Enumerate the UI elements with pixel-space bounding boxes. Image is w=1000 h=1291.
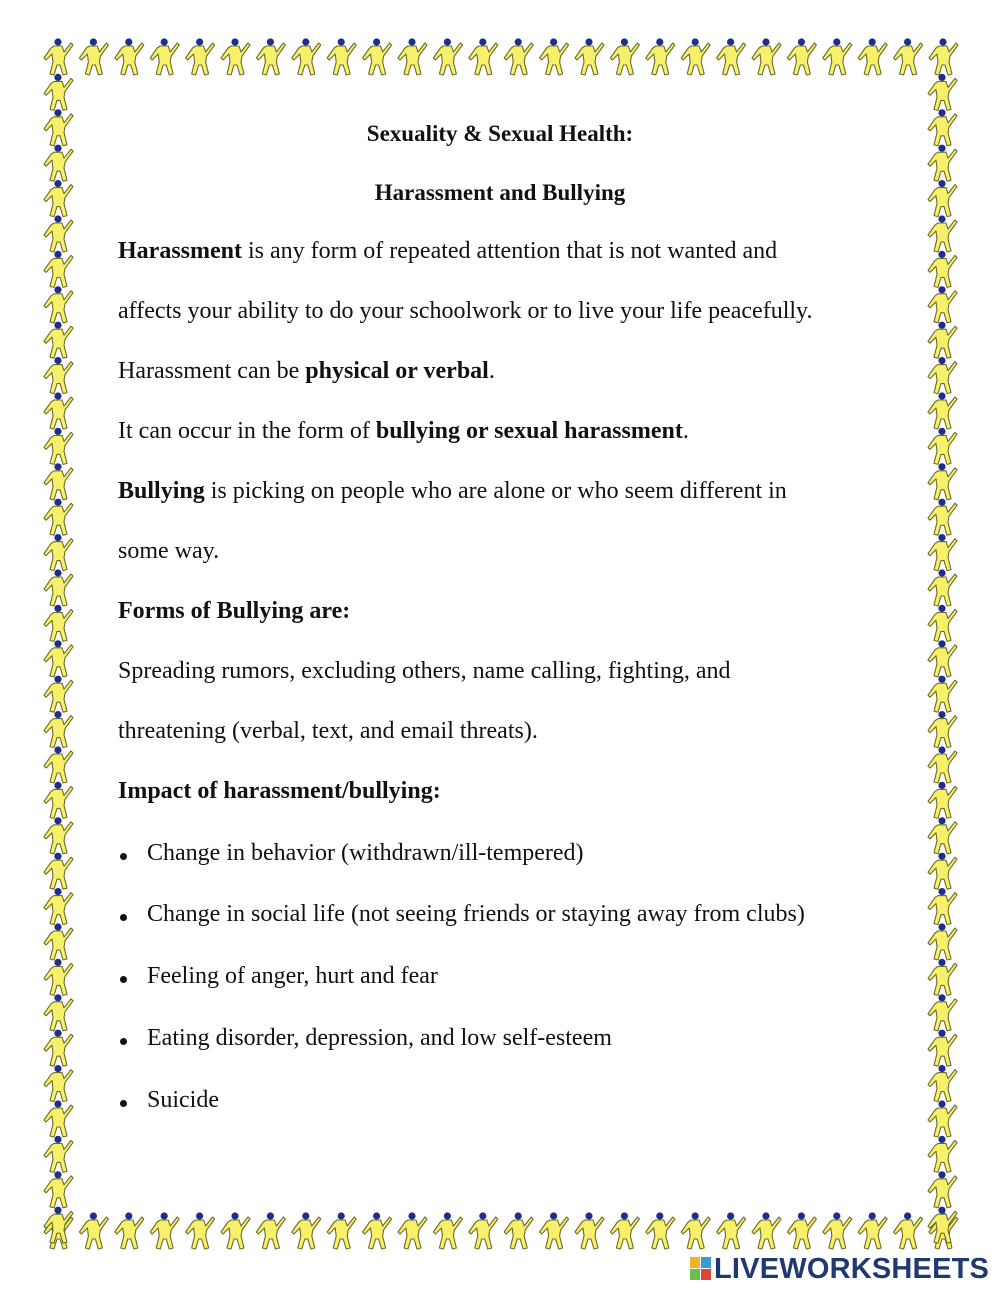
- page-subtitle: Harassment and Bullying: [374, 180, 626, 205]
- border-figure-icon: [44, 676, 73, 713]
- border-figure-icon: [79, 1212, 108, 1249]
- bullet-icon: [120, 914, 127, 921]
- border-figure-icon: [221, 1212, 250, 1249]
- border-figure-icon: [79, 38, 108, 75]
- border-figure-icon: [115, 38, 144, 75]
- border-figure-icon: [44, 1030, 73, 1067]
- border-figure-icon: [44, 463, 73, 500]
- harassment-types: Harassment can be physical or verbal.: [118, 358, 495, 384]
- border-figure-icon: [928, 428, 957, 465]
- border-figure-icon: [928, 923, 957, 960]
- forms-list-line2: threatening (verbal, text, and email threats).: [118, 718, 538, 744]
- border-figure-icon: [928, 534, 957, 571]
- harassment-definition: Harassment is any form of repeated attention that is not wanted and: [118, 238, 778, 264]
- border-figure-icon: [717, 38, 746, 75]
- border-figure-icon: [363, 1212, 392, 1249]
- border-figure-icon: [44, 746, 73, 783]
- bullet-icon: [120, 976, 127, 983]
- border-figure-icon: [681, 38, 710, 75]
- border-figure-icon: [469, 1212, 498, 1249]
- harassment-definition-line2: affects your ability to do your schoolwork or to live your life peacefully.: [118, 298, 813, 324]
- border-figure-icon: [44, 640, 73, 677]
- border-figure-icon: [44, 38, 73, 75]
- border-figure-icon: [433, 1212, 462, 1249]
- border-figure-icon: [928, 640, 957, 677]
- border-figure-icon: [363, 38, 392, 75]
- border-figure-icon: [44, 817, 73, 854]
- border-figure-icon: [928, 888, 957, 925]
- border-figure-icon: [44, 888, 73, 925]
- border-figure-icon: [44, 251, 73, 288]
- border-figure-icon: [928, 1136, 957, 1173]
- liveworksheets-logo[interactable]: [690, 1252, 989, 1286]
- logo-text: LIVEWORKSHEETS: [714, 1252, 990, 1285]
- border-figure-icon: [823, 1212, 852, 1249]
- border-figure-icon: [928, 959, 957, 996]
- border-figure-icon: [646, 1212, 675, 1249]
- border-figure-icon: [44, 1136, 73, 1173]
- logo-blocks-icon: [690, 1257, 712, 1281]
- border-figure-icon: [928, 145, 957, 182]
- border-figure-icon: [787, 1212, 816, 1249]
- border-figure-icon: [858, 1212, 887, 1249]
- border-figure-icon: [575, 38, 604, 75]
- border-figure-icon: [44, 392, 73, 429]
- border-figure-icon: [610, 38, 639, 75]
- border-figure-icon: [894, 1212, 923, 1249]
- border-figure-icon: [44, 923, 73, 960]
- border-figure-icon: [752, 38, 781, 75]
- border-figure-icon: [504, 1212, 533, 1249]
- border-figure-icon: [928, 817, 957, 854]
- harassment-term: Harassment: [118, 238, 242, 264]
- border-figure-icon: [928, 605, 957, 642]
- border-figure-icon: [398, 1212, 427, 1249]
- border-figure-icon: [44, 74, 73, 111]
- border-figure-icon: [540, 1212, 569, 1249]
- bullying-definition-line2: some way.: [118, 538, 220, 564]
- border-figure-icon: [433, 38, 462, 75]
- border-figure-icon: [115, 1212, 144, 1249]
- border-figure-icon: [44, 711, 73, 748]
- border-figure-icon: [44, 534, 73, 571]
- border-figure-icon: [928, 322, 957, 359]
- border-figure-icon: [150, 38, 179, 75]
- bullet-icon: [120, 1038, 127, 1045]
- border-figure-icon: [44, 994, 73, 1031]
- border-figure-icon: [44, 499, 73, 536]
- border-figure-icon: [928, 74, 957, 111]
- border-figure-icon: [928, 392, 957, 429]
- forms-heading: Forms of Bullying are:: [118, 598, 351, 624]
- border-figure-icon: [44, 215, 73, 252]
- page-title: Sexuality & Sexual Health:: [366, 121, 634, 146]
- border-figure-icon: [894, 38, 923, 75]
- bullying-term: Bullying: [118, 478, 205, 504]
- bullet-icon: [120, 853, 127, 860]
- border-figure-icon: [928, 463, 957, 500]
- border-figure-icon: [928, 746, 957, 783]
- border-figure-icon: [752, 1212, 781, 1249]
- border-figure-icon: [44, 286, 73, 323]
- border-figure-icon: [858, 38, 887, 75]
- border-figure-icon: [327, 38, 356, 75]
- border-figure-icon: [292, 38, 321, 75]
- border-figure-icon: [787, 38, 816, 75]
- border-figure-icon: [44, 569, 73, 606]
- border-figure-icon: [44, 1065, 73, 1102]
- border-figure-icon: [928, 853, 957, 890]
- border-figure-icon: [44, 1100, 73, 1137]
- border-figure-icon: [44, 959, 73, 996]
- border-figure-icon: [150, 1212, 179, 1249]
- border-figure-icon: [646, 38, 675, 75]
- border-figure-icon: [398, 38, 427, 75]
- border-figure-icon: [717, 1212, 746, 1249]
- bullying-definition: Bullying is picking on people who are alone or who seem different in: [118, 478, 787, 504]
- border-figure-icon: [610, 1212, 639, 1249]
- border-figure-icon: [928, 782, 957, 819]
- border-figure-icon: [928, 994, 957, 1031]
- border-figure-icon: [221, 38, 250, 75]
- border-figure-icon: [823, 38, 852, 75]
- border-figure-icon: [928, 357, 957, 394]
- border-figure-icon: [928, 251, 957, 288]
- border-figure-icon: [186, 38, 215, 75]
- border-figure-icon: [186, 1212, 215, 1249]
- bullet-icon: [120, 1100, 127, 1107]
- border-figure-icon: [44, 782, 73, 819]
- impact-heading: Impact of harassment/bullying:: [118, 778, 441, 804]
- border-figure-icon: [929, 38, 958, 75]
- border-figure-icon: [327, 1212, 356, 1249]
- border-figure-icon: [44, 605, 73, 642]
- border-figure-icon: [44, 357, 73, 394]
- border-figure-icon: [928, 499, 957, 536]
- border-figure-icon: [928, 1100, 957, 1137]
- border-figure-icon: [44, 322, 73, 359]
- border-figure-icon: [44, 145, 73, 182]
- border-figure-icon: [928, 711, 957, 748]
- border-figure-icon: [928, 569, 957, 606]
- border-figure-icon: [469, 38, 498, 75]
- border-figure-icon: [928, 1171, 957, 1208]
- border-figure-icon: [928, 1030, 957, 1067]
- border-figure-icon: [928, 215, 957, 252]
- border-figure-icon: [44, 853, 73, 890]
- border-figure-icon: [44, 1171, 73, 1208]
- border-figure-icon: [44, 428, 73, 465]
- border-figure-icon: [928, 676, 957, 713]
- harassment-forms: It can occur in the form of bullying or sexual harassment.: [118, 418, 689, 444]
- border-figure-icon: [928, 1065, 957, 1102]
- border-figure-icon: [256, 1212, 285, 1249]
- border-figure-icon: [292, 1212, 321, 1249]
- border-figure-icon: [928, 286, 957, 323]
- border-figure-icon: [681, 1212, 710, 1249]
- border-figure-icon: [256, 38, 285, 75]
- border-figure-icon: [575, 1212, 604, 1249]
- border-figure-icon: [540, 38, 569, 75]
- border-figure-icon: [504, 38, 533, 75]
- forms-list-line1: Spreading rumors, excluding others, name calling, fighting, and: [118, 658, 731, 684]
